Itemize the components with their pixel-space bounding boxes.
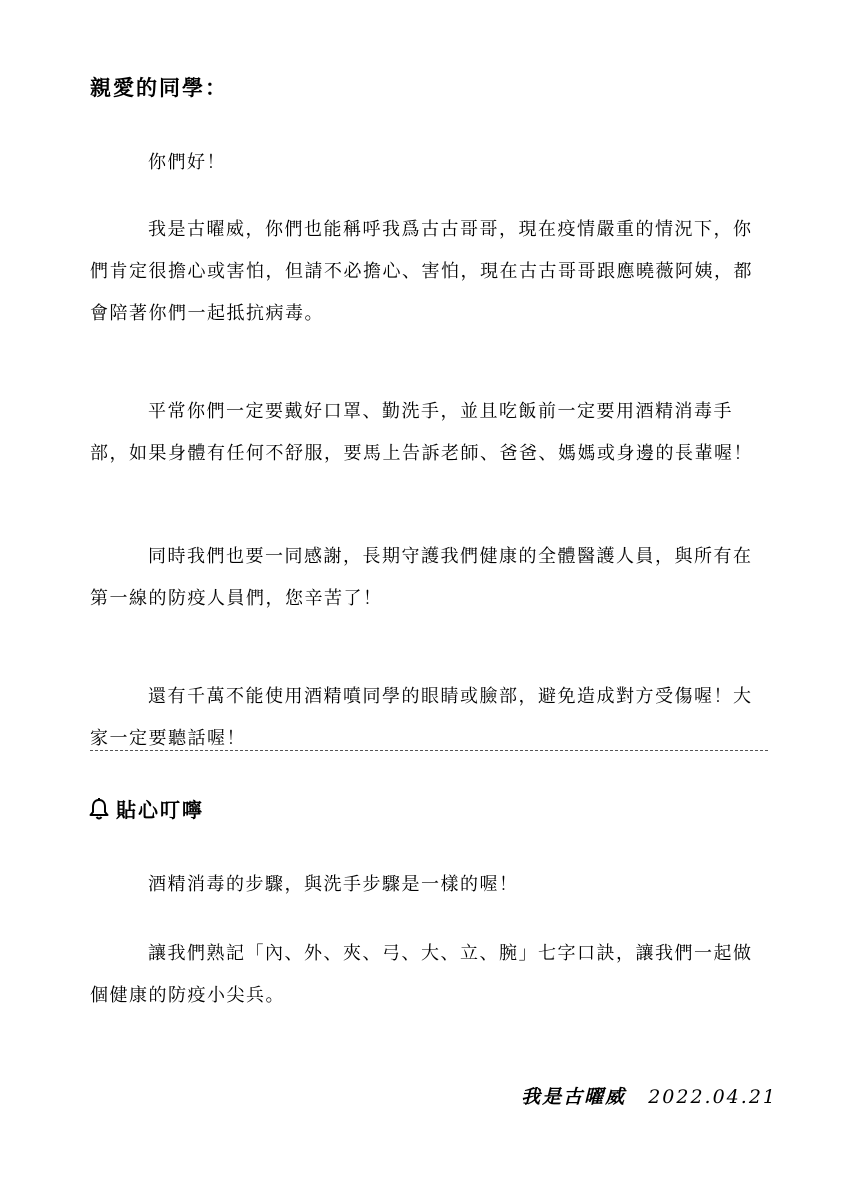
tip-paragraph-2: 讓我們熟記「內、外、夾、弓、大、立、腕」七字口訣，讓我們一起做個健康的防疫小尖兵。 — [90, 943, 753, 1006]
section-divider — [90, 750, 768, 751]
tip-heading — [88, 794, 204, 823]
signature-name: 我是古曜威 — [521, 1086, 627, 1108]
letter-greeting: 你們好！ — [148, 152, 226, 173]
letter-paragraph-1: 我是古曜威，你們也能稱呼我爲古古哥哥，現在疫情嚴重的情況下，你們肯定很擔心或害怕，但請不必擔心、害怕，現在古古哥哥跟應曉薇阿姨，都會陪著你們一起抵抗病毒。 — [90, 219, 753, 324]
letter-salutation: 親愛的同學： — [90, 76, 228, 100]
tip-paragraph-1: 酒精消毒的步驟，與洗手步驟是一樣的喔！ — [148, 874, 519, 895]
bell-icon — [88, 797, 110, 821]
tip-title: 貼心叮嚀 — [116, 798, 204, 822]
letter-paragraph-3: 同時我們也要一同感謝，長期守護我們健康的全體醫護人員，與所有在第一線的防疫人員們，您辛苦了！ — [90, 546, 753, 609]
signature — [521, 1082, 777, 1109]
letter-paragraph-4: 還有千萬不能使用酒精噴同學的眼睛或臉部，避免造成對方受傷喔！大家一定要聽話喔！ — [90, 686, 753, 749]
signature-date: 2022.04.21 — [648, 1086, 777, 1108]
letter-paragraph-2: 平常你們一定要戴好口罩、勤洗手，並且吃飯前一定要用酒精消毒手部，如果身體有任何不舒服，要馬上告訴老師、爸爸、媽媽或身邊的長輩喔！ — [90, 401, 753, 464]
